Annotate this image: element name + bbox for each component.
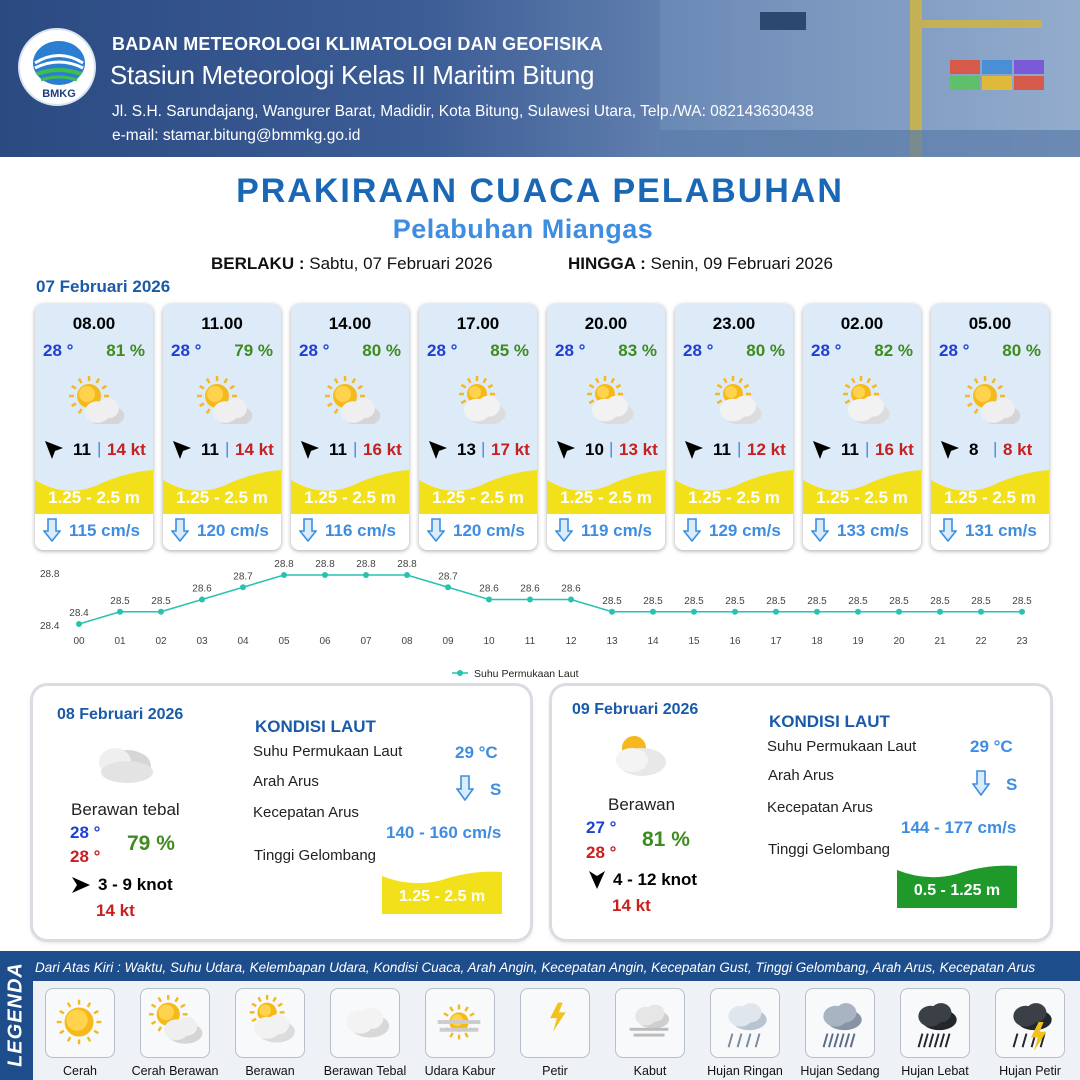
hour-temp: 28 ° [555, 341, 586, 360]
legend-label: Suhu Permukaan Laut [474, 668, 579, 680]
current-row [675, 516, 793, 546]
sst-point [691, 609, 697, 615]
hour-wind-speed: 11 [329, 440, 347, 459]
sst-point [117, 609, 123, 615]
hour-card [35, 304, 153, 550]
sst-point [281, 572, 287, 578]
wind-separator: | [865, 439, 870, 458]
hour-current-speed: 119 cm/s [581, 521, 652, 540]
day2-wave-value: 1.25 - 2.5 m [398, 888, 486, 905]
hour-time: 14.00 [328, 314, 372, 333]
petir-icon [525, 993, 585, 1053]
hour-time: 08.00 [72, 314, 116, 333]
wind-direction-northwest-icon [171, 439, 193, 461]
data-label: 28.7 [438, 571, 458, 583]
udara-kabur-icon [430, 993, 490, 1053]
day3-current-speed-value: 144 - 177 cm/s [901, 818, 1017, 837]
data-label: 28.5 [643, 595, 663, 607]
wind-direction-northwest-icon [811, 439, 833, 461]
valid-from-label: BERLAKU : [211, 254, 305, 273]
cerah-berawan-icon [145, 993, 205, 1053]
legend-item-label: Udara Kabur [424, 1064, 496, 1078]
hour-current-speed: 131 cm/s [965, 521, 1037, 540]
hour-card [931, 304, 1049, 550]
current-row [547, 516, 665, 546]
hour-humidity: 82 % [874, 341, 913, 360]
hour-wave-height: 1.25 - 2.5 m [304, 488, 396, 507]
y-tick-label: 28.8 [40, 569, 60, 580]
current-arrow-south-icon [555, 518, 573, 542]
hour-wave-height: 1.25 - 2.5 m [432, 488, 524, 507]
hour-current-speed: 120 cm/s [453, 521, 525, 540]
sst-point [937, 609, 943, 615]
hour-wind-speed: 10 [585, 440, 604, 459]
hour-wave-height: 1.25 - 2.5 m [48, 488, 140, 507]
hour-humidity: 80 % [362, 341, 401, 360]
sst-point [404, 572, 410, 578]
port-name: Pelabuhan Miangas [392, 214, 654, 244]
wind-row [169, 438, 279, 462]
berawan-icon [577, 374, 639, 424]
sst-point [527, 597, 533, 603]
data-label: 28.5 [602, 595, 622, 607]
hour-current-speed: 116 cm/s [325, 521, 396, 540]
wind-separator: | [993, 439, 998, 458]
data-label: 28.5 [971, 595, 991, 607]
wind-direction-northwest-icon [299, 439, 321, 461]
wind-row [681, 438, 791, 462]
legend-item [520, 988, 590, 1058]
wind-separator: | [609, 439, 614, 458]
hour-time: 23.00 [712, 314, 756, 333]
current-arrow-south-icon [299, 518, 317, 542]
x-tick-label: 16 [729, 636, 741, 647]
wind-row [297, 438, 407, 462]
valid-to [568, 254, 833, 274]
wind-direction-northwest-icon [683, 439, 705, 461]
day2-current-dir-label: Arah Arus [253, 773, 319, 790]
hour-humidity: 79 % [234, 341, 273, 360]
hour-humidity: 80 % [1002, 341, 1041, 360]
legend-item [710, 988, 780, 1058]
hour-wave-height: 1.25 - 2.5 m [176, 488, 268, 507]
hour-time: 20.00 [584, 314, 628, 333]
day3-current-dir-value: S [1006, 775, 1018, 794]
day3-date: 09 Februari 2026 [572, 701, 699, 718]
kabut-icon [620, 993, 680, 1053]
wind-separator: | [97, 439, 102, 458]
y-tick-label: 28.4 [40, 621, 60, 632]
data-label: 28.5 [889, 595, 909, 607]
legend-item-label: Cerah [62, 1064, 98, 1078]
wind-direction-northwest-icon [555, 439, 577, 461]
x-tick-label: 05 [278, 636, 290, 647]
sst-point [855, 609, 861, 615]
x-tick-label: 06 [319, 636, 331, 647]
sst-point [568, 597, 574, 603]
x-tick-label: 10 [483, 636, 495, 647]
legend-item [45, 988, 115, 1058]
sst-point [732, 609, 738, 615]
hour-gust: 13 kt [619, 440, 658, 459]
page-title: PRAKIRAAN CUACA PELABUHAN [236, 172, 844, 210]
wind-separator: | [353, 439, 358, 458]
hour-time: 05.00 [968, 314, 1012, 333]
current-row [803, 516, 921, 546]
sst-point [978, 609, 984, 615]
wind-direction-northwest-icon [939, 439, 961, 461]
data-label: 28.5 [930, 595, 950, 607]
berawan-tebal-icon [335, 993, 395, 1053]
data-label: 28.5 [807, 595, 827, 607]
legend-item [235, 988, 305, 1058]
valid-to-label: HINGGA : [568, 254, 646, 273]
x-tick-label: 04 [237, 636, 249, 647]
day1-date: 07 Februari 2026 [36, 277, 171, 296]
x-tick-label: 14 [647, 636, 659, 647]
data-label: 28.5 [151, 595, 171, 607]
x-tick-label: 19 [852, 636, 864, 647]
bmkg-emblem-icon [31, 38, 87, 88]
day2-current-dir-value: S [490, 780, 502, 799]
hour-wind-speed: 11 [73, 440, 91, 459]
data-label: 28.8 [397, 559, 417, 570]
legend-item [140, 988, 210, 1058]
current-row [419, 516, 537, 546]
legend-side [0, 951, 32, 1080]
sst-point [199, 597, 205, 603]
hour-humidity: 83 % [618, 341, 657, 360]
cerah-berawan-icon [321, 374, 383, 424]
data-label: 28.5 [766, 595, 786, 607]
data-label: 28.8 [315, 559, 335, 570]
current-arrow-south-icon [43, 518, 61, 542]
berawan-icon [240, 993, 300, 1053]
valid-from [211, 254, 493, 274]
legend-item-label: Hujan Ringan [707, 1064, 783, 1078]
x-tick-label: 09 [442, 636, 454, 647]
day2-humidity: 79 % [127, 832, 175, 855]
legend-item-label: Hujan Lebat [901, 1064, 969, 1078]
sst-point [1019, 609, 1025, 615]
day3-current-dir-label: Arah Arus [768, 767, 834, 784]
hour-time: 02.00 [840, 314, 884, 333]
legend-marker [457, 670, 463, 676]
legend-item [805, 988, 875, 1058]
x-tick-label: 02 [155, 636, 167, 647]
hour-temp: 28 ° [171, 341, 202, 360]
current-arrow-south-icon [939, 518, 957, 542]
sst-chart [0, 558, 1080, 688]
data-label: 28.5 [725, 595, 745, 607]
x-tick-label: 12 [565, 636, 577, 647]
org-name: BADAN METEOROLOGI KLIMATOLOGI DAN GEOFISIKA [112, 34, 603, 54]
day3-wave-badge [897, 860, 1017, 908]
hujan-petir-icon [1000, 993, 1060, 1053]
hour-gust: 12 kt [747, 440, 786, 459]
hour-wind-speed: 11 [713, 440, 731, 459]
hour-gust: 16 kt [875, 440, 914, 459]
legend-item [995, 988, 1065, 1058]
cerah-berawan-icon [65, 374, 127, 424]
x-tick-label: 03 [196, 636, 208, 647]
day2-sst-value: 29 °C [455, 743, 498, 762]
valid-to-value: Senin, 09 Februari 2026 [650, 254, 833, 273]
legend-item [330, 988, 400, 1058]
day3-gust: 14 kt [612, 896, 651, 915]
x-tick-label: 18 [811, 636, 823, 647]
day3-kondisi-title: KONDISI LAUT [769, 712, 890, 731]
hour-temp: 28 ° [427, 341, 458, 360]
x-tick-label: 15 [688, 636, 700, 647]
day2-gust: 14 kt [96, 901, 135, 920]
wind-row [553, 438, 663, 462]
hour-gust: 17 kt [491, 440, 530, 459]
wind-direction-northwest-icon [43, 439, 65, 461]
hour-gust: 14 kt [235, 440, 274, 459]
day2-condition: Berawan tebal [71, 800, 180, 819]
berawan-icon [449, 374, 511, 424]
day2-panel [33, 686, 530, 939]
current-arrow-south-icon [811, 518, 829, 542]
hour-time: 11.00 [201, 314, 243, 333]
current-row [931, 516, 1049, 546]
current-arrow-south-icon [456, 775, 474, 801]
current-arrow-south-icon [171, 518, 189, 542]
wind-direction-south-icon [588, 870, 606, 890]
wind-separator: | [737, 439, 742, 458]
data-label: 28.7 [233, 571, 253, 583]
sst-point [158, 609, 164, 615]
day3-wind: 4 - 12 knot [613, 870, 698, 889]
hour-time: 17.00 [456, 314, 500, 333]
wind-row [937, 438, 1047, 462]
hour-wind-speed: 11 [841, 440, 859, 459]
hour-card [675, 304, 793, 550]
legend-title: LEGENDA [4, 962, 27, 1067]
day3-current-speed-label: Kecepatan Arus [767, 799, 873, 816]
cerah-berawan-icon [961, 374, 1023, 424]
hour-wave-height: 1.25 - 2.5 m [688, 488, 780, 507]
sst-point [363, 572, 369, 578]
data-label: 28.6 [192, 583, 212, 595]
cerah-berawan-icon [193, 374, 255, 424]
berawan-tebal-icon [93, 742, 155, 786]
hour-temp: 28 ° [811, 341, 842, 360]
hour-wind-speed: 11 [201, 440, 219, 459]
berawan-icon [705, 374, 767, 424]
hour-card [291, 304, 409, 550]
legend-panel [0, 951, 1080, 1080]
wind-direction-east-icon [71, 876, 91, 894]
current-row [35, 516, 153, 546]
hour-gust: 14 kt [107, 440, 146, 459]
x-tick-label: 07 [360, 636, 372, 647]
day2-date: 08 Februari 2026 [57, 706, 184, 723]
hour-card [803, 304, 921, 550]
day3-wave-value: 0.5 - 1.25 m [913, 882, 1001, 899]
wind-direction-northwest-icon [427, 439, 449, 461]
x-tick-label: 23 [1016, 636, 1028, 647]
legend-item-label: Kabut [633, 1064, 667, 1078]
sst-point [773, 609, 779, 615]
x-tick-label: 01 [114, 636, 126, 647]
x-tick-label: 17 [770, 636, 782, 647]
legend-description: Dari Atas Kiri : Waktu, Suhu Udara, Kelembapan Udara, Kondisi Cuaca, Arah Angin, Kecepatan Angin, Kecepatan Gust, Tinggi Gelombang, Arah Arus, Kecepatan Arus [35, 960, 1036, 975]
legend-item [615, 988, 685, 1058]
legend-item-label: Cerah Berawan [131, 1064, 219, 1078]
cerah-icon [50, 993, 110, 1053]
data-label: 28.6 [479, 583, 499, 595]
wind-row [809, 438, 919, 462]
current-arrow-south-icon [972, 770, 990, 796]
day3-temp-min: 27 ° [586, 818, 617, 837]
x-tick-label: 20 [893, 636, 905, 647]
day3-sst-label: Suhu Permukaan Laut [767, 738, 917, 755]
data-label: 28.8 [274, 559, 294, 570]
data-label: 28.6 [561, 583, 581, 595]
data-label: 28.6 [520, 583, 540, 595]
legend-item-label: Berawan [245, 1064, 295, 1078]
hour-humidity: 80 % [746, 341, 785, 360]
data-label: 28.4 [69, 608, 89, 619]
hour-card [419, 304, 537, 550]
sst-point [240, 584, 246, 590]
hujan-sedang-icon [810, 993, 870, 1053]
hour-humidity: 81 % [106, 341, 145, 360]
legend-item-label: Hujan Sedang [800, 1064, 880, 1078]
day2-current-speed-value: 140 - 160 cm/s [386, 823, 502, 842]
hour-wave-height: 1.25 - 2.5 m [944, 488, 1036, 507]
day3-wave-label: Tinggi Gelombang [768, 841, 891, 858]
x-tick-label: 22 [975, 636, 987, 647]
day3-humidity: 81 % [642, 828, 690, 851]
station-name: Stasiun Meteorologi Kelas II Maritim Bitung [110, 60, 595, 90]
berawan-icon [606, 730, 670, 780]
sst-point [445, 584, 451, 590]
x-tick-label: 00 [73, 636, 85, 647]
sst-point [486, 597, 492, 603]
current-row [291, 516, 409, 546]
hour-wind-speed: 8 [969, 440, 979, 459]
legend-item [425, 988, 495, 1058]
hour-current-speed: 129 cm/s [709, 521, 781, 540]
sst-point [814, 609, 820, 615]
port-illustration [660, 0, 1080, 157]
data-label: 28.5 [684, 595, 704, 607]
data-label: 28.5 [848, 595, 868, 607]
hour-card [547, 304, 665, 550]
x-tick-label: 21 [934, 636, 946, 647]
logo-text: BMKG [42, 88, 76, 100]
day2-temp-max: 28 ° [70, 847, 101, 866]
hour-card [163, 304, 281, 550]
header-banner [0, 0, 1080, 157]
hour-current-speed: 115 cm/s [69, 521, 140, 540]
day2-kondisi-title: KONDISI LAUT [255, 717, 376, 736]
day2-wave-badge [382, 866, 502, 914]
bmkg-logo [18, 28, 96, 106]
hour-current-speed: 133 cm/s [837, 521, 909, 540]
legend-item-label: Berawan Tebal [323, 1064, 407, 1078]
day3-panel [552, 686, 1050, 939]
hour-temp: 28 ° [299, 341, 330, 360]
current-arrow-south-icon [427, 518, 445, 542]
x-tick-label: 11 [524, 636, 536, 647]
hour-wave-height: 1.25 - 2.5 m [560, 488, 652, 507]
sst-line [79, 575, 1022, 624]
day2-sst-label: Suhu Permukaan Laut [253, 743, 403, 760]
wind-separator: | [225, 439, 230, 458]
hour-temp: 28 ° [43, 341, 74, 360]
hour-wave-height: 1.25 - 2.5 m [816, 488, 908, 507]
hujan-ringan-icon [715, 993, 775, 1053]
sst-point [609, 609, 615, 615]
email: e-mail: stamar.bitung@bmmkg.go.id [112, 127, 361, 144]
berawan-icon [833, 374, 895, 424]
day2-wind: 3 - 9 knot [98, 875, 173, 894]
day2-current-speed-label: Kecepatan Arus [253, 804, 359, 821]
hujan-lebat-icon [905, 993, 965, 1053]
day2-wave-label: Tinggi Gelombang [254, 847, 377, 864]
day2-temp-min: 28 ° [70, 823, 101, 842]
x-tick-label: 08 [401, 636, 413, 647]
wind-row [425, 438, 535, 462]
hour-temp: 28 ° [939, 341, 970, 360]
day3-temp-max: 28 ° [586, 843, 617, 862]
sst-point [76, 621, 82, 627]
legend-item-label: Petir [542, 1064, 568, 1078]
hour-wind-speed: 13 [457, 440, 476, 459]
sst-point [650, 609, 656, 615]
wind-row [41, 438, 151, 462]
data-label: 28.5 [1012, 595, 1032, 607]
valid-from-value: Sabtu, 07 Februari 2026 [309, 254, 493, 273]
data-label: 28.8 [356, 559, 376, 570]
data-label: 28.5 [110, 595, 130, 607]
day3-sst-value: 29 °C [970, 737, 1013, 756]
hour-gust: 8 kt [1003, 440, 1033, 459]
x-tick-label: 13 [606, 636, 618, 647]
hour-humidity: 85 % [490, 341, 529, 360]
sst-point [322, 572, 328, 578]
hour-gust: 16 kt [363, 440, 402, 459]
legend-item-label: Hujan Petir [999, 1064, 1061, 1078]
sst-point [896, 609, 902, 615]
legend-item [900, 988, 970, 1058]
day3-condition: Berawan [608, 795, 676, 814]
current-arrow-south-icon [683, 518, 701, 542]
wind-separator: | [481, 439, 486, 458]
address: Jl. S.H. Sarundajang, Wangurer Barat, Madidir, Kota Bitung, Sulawesi Utara, Telp./WA: 082143630438 [112, 103, 814, 120]
current-row [163, 516, 281, 546]
hour-current-speed: 120 cm/s [197, 521, 269, 540]
hour-temp: 28 ° [683, 341, 714, 360]
